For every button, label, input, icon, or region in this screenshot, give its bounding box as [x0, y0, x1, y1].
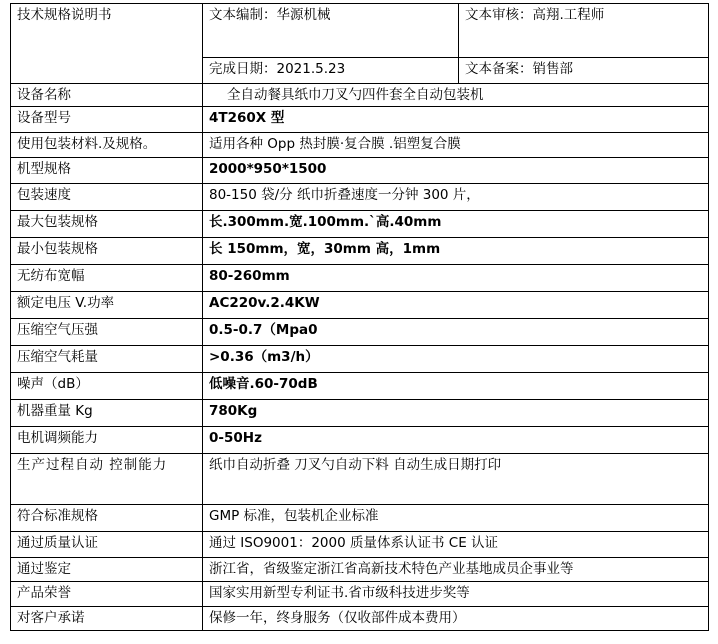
row-value: 2000*950*1500	[203, 158, 709, 184]
row-label: 使用包装材料.及规格。	[11, 133, 203, 158]
table-row	[11, 532, 709, 558]
row-value: 国家实用新型专利证书.省市级科技进步奖等	[203, 582, 709, 607]
table-row	[11, 454, 709, 505]
row-value: 纸巾自动折叠 刀叉勺自动下料 自动生成日期打印	[203, 454, 709, 505]
table-row	[11, 319, 709, 346]
table-row	[11, 107, 709, 133]
row-value: 长 150mm，宽，30mm 高，1mm	[203, 238, 709, 265]
table-row	[11, 558, 709, 582]
table-row	[11, 84, 709, 107]
row-value: 低噪音.60-70dB	[203, 373, 709, 400]
row-value: 780Kg	[203, 400, 709, 427]
doc-title: 技术规格说明书	[11, 4, 203, 84]
table-row	[11, 133, 709, 158]
table-row	[11, 582, 709, 607]
table-row	[11, 184, 709, 211]
row-label: 对客户承诺	[11, 607, 203, 631]
row-label: 压缩空气耗量	[11, 346, 203, 373]
spec-table	[10, 3, 709, 631]
row-value: 0-50Hz	[203, 427, 709, 454]
row-value: 保修一年，终身服务（仅收部件成本费用）	[203, 607, 709, 631]
table-row	[11, 607, 709, 631]
row-value: AC220v.2.4KW	[203, 292, 709, 319]
row-value: 浙江省，省级鉴定浙江省高新技术特色产业基地成员企事业等	[203, 558, 709, 582]
row-label: 设备型号	[11, 107, 203, 133]
table-row	[11, 292, 709, 319]
row-label: 设备名称	[11, 84, 203, 107]
row-label: 通过鉴定	[11, 558, 203, 582]
table-row	[11, 346, 709, 373]
row-value: 全自动餐具纸巾刀叉勺四件套全自动包装机	[203, 84, 709, 107]
date-cell	[203, 58, 459, 84]
table-row	[11, 505, 709, 532]
archive-cell: 文本备案：销售部	[459, 58, 709, 84]
row-value: >0.36（m3/h）	[203, 346, 709, 373]
row-label: 无纺布宽幅	[11, 265, 203, 292]
table-row	[11, 158, 709, 184]
row-label: 生产过程自动 控制能力	[11, 454, 203, 505]
row-value: 0.5-0.7（Mpa0	[203, 319, 709, 346]
table-row	[11, 265, 709, 292]
table-row	[11, 373, 709, 400]
row-label: 噪声（dB）	[11, 373, 203, 400]
author-cell: 文本编制：华源机械	[203, 4, 459, 58]
row-label: 机器重量 Kg	[11, 400, 203, 427]
row-label: 压缩空气压强	[11, 319, 203, 346]
row-label: 机型规格	[11, 158, 203, 184]
row-value: 80-150 袋/分 纸巾折叠速度一分钟 300 片，	[203, 184, 709, 211]
row-label: 产品荣誉	[11, 582, 203, 607]
date-text: 完成日期：2021.5.23	[209, 61, 346, 77]
row-value: 4T260X 型	[203, 107, 709, 133]
row-label: 最小包装规格	[11, 238, 203, 265]
row-label: 通过质量认证	[11, 532, 203, 558]
row-label: 包装速度	[11, 184, 203, 211]
row-value: GMP 标准，包装机企业标准	[203, 505, 709, 532]
row-label: 符合标准规格	[11, 505, 203, 532]
table-row	[11, 400, 709, 427]
row-label: 最大包装规格	[11, 211, 203, 238]
row-label: 额定电压 V.功率	[11, 292, 203, 319]
row-value: 80-260mm	[203, 265, 709, 292]
header-row-top	[11, 4, 709, 58]
row-value: 适用各种 Opp 热封膜·复合膜 .铝塑复合膜	[203, 133, 709, 158]
table-row	[11, 427, 709, 454]
row-value: 通过 ISO9001：2000 质量体系认证书 CE 认证	[203, 532, 709, 558]
table-row	[11, 238, 709, 265]
table-row	[11, 211, 709, 238]
row-label: 电机调频能力	[11, 427, 203, 454]
reviewer-cell: 文本审核：高翔.工程师	[459, 4, 709, 58]
row-value: 长.300mm.宽.100mm.`高.40mm	[203, 211, 709, 238]
